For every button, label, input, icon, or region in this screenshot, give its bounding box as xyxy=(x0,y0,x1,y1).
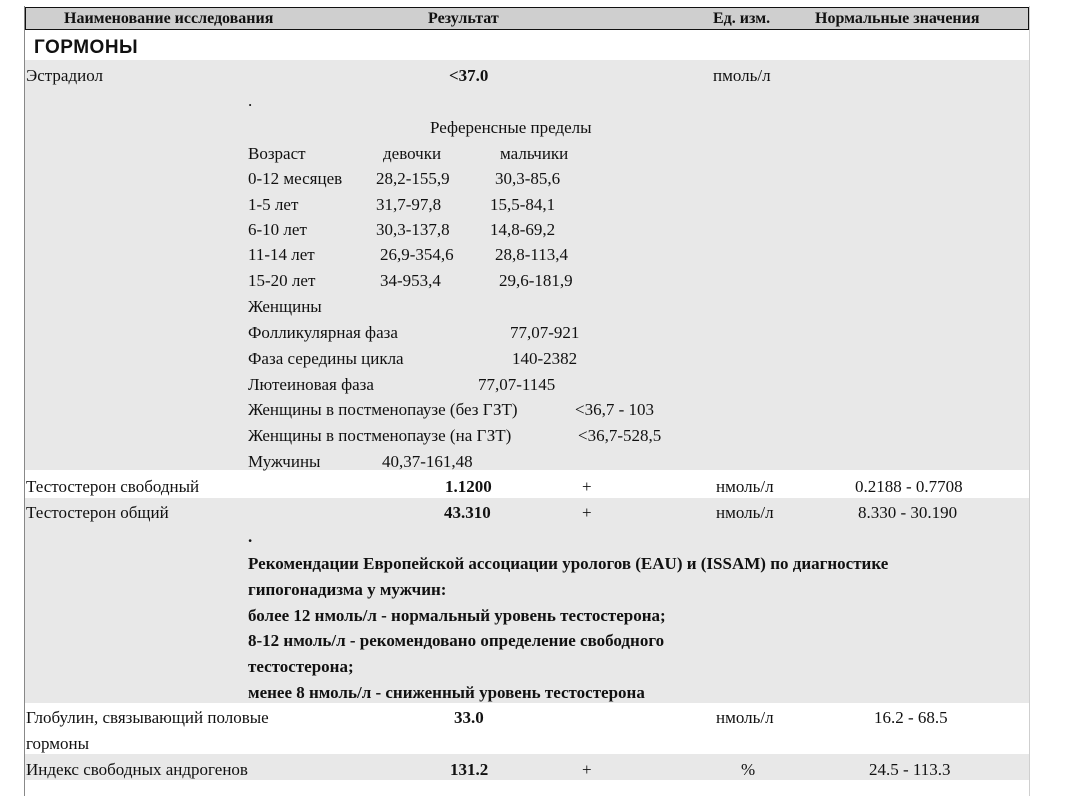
recommendation-line: менее 8 нмоль/л - сниженный уровень тестостерона xyxy=(248,683,645,702)
recommendation-line: более 12 нмоль/л - нормальный уровень тестостерона; xyxy=(248,606,666,625)
age-row-girls: 31,7-97,8 xyxy=(376,195,442,214)
header-result: Результат xyxy=(428,10,499,27)
testosterone-total-units: нмоль/л xyxy=(716,503,774,522)
phase-value: 140-2382 xyxy=(512,349,578,368)
reference-title: Референсные пределы xyxy=(430,118,592,137)
age-row-label: 1-5 лет xyxy=(248,195,299,214)
testosterone-total-reference: 8.330 - 30.190 xyxy=(858,503,958,522)
men-value: 40,37-161,48 xyxy=(382,452,473,471)
estradiol-units: пмоль/л xyxy=(713,66,771,85)
age-row-girls: 30,3-137,8 xyxy=(376,220,450,239)
phase-value: 77,07-1145 xyxy=(478,375,556,394)
age-row-boys: 30,3-85,6 xyxy=(495,169,561,188)
phase-label: Женщины в постменопаузе (без ГЗТ) xyxy=(248,400,518,419)
header-name: Наименование исследования xyxy=(64,10,274,27)
age-row-boys: 29,6-181,9 xyxy=(499,271,573,290)
shbg-units: нмоль/л xyxy=(716,708,774,727)
age-row-girls: 26,9-354,6 xyxy=(380,245,454,264)
recommendation-line: тестостерона; xyxy=(248,657,354,676)
testosterone-total-dot: . xyxy=(248,527,253,546)
row-band-testosterone-total xyxy=(25,498,1029,703)
recommendation-line: Рекомендации Европейской ассоциации урологов (EAU) и (ISSAM) по диагностике xyxy=(248,554,889,573)
fai-name: Индекс свободных андрогенов xyxy=(26,760,248,779)
men-label: Мужчины xyxy=(248,452,321,471)
age-row-label: 15-20 лет xyxy=(248,271,316,290)
phase-label: Фаза середины цикла xyxy=(248,349,404,368)
testosterone-total-name: Тестостерон общий xyxy=(26,503,169,522)
shbg-name-line1: Глобулин, связывающий половые xyxy=(26,708,269,727)
fai-result: 131.2 xyxy=(450,760,489,779)
phase-label: Женщины в постменопаузе (на ГЗТ) xyxy=(248,426,512,445)
fai-flag: + xyxy=(582,760,592,779)
col-boys: мальчики xyxy=(500,144,569,163)
age-row-boys: 28,8-113,4 xyxy=(495,245,569,264)
testosterone-free-flag: + xyxy=(582,477,592,496)
section-title: ГОРМОНЫ xyxy=(34,37,139,58)
testosterone-free-name: Тестостерон свободный xyxy=(26,477,200,496)
col-age: Возраст xyxy=(248,144,306,163)
shbg-reference: 16.2 - 68.5 xyxy=(874,708,948,727)
fai-units: % xyxy=(741,760,756,779)
phase-value: 77,07-921 xyxy=(510,323,580,342)
phase-label: Фолликулярная фаза xyxy=(248,323,398,342)
age-row-girls: 28,2-155,9 xyxy=(376,169,450,188)
estradiol-dot: . xyxy=(248,91,253,110)
testosterone-free-result: 1.1200 xyxy=(445,477,492,496)
testosterone-free-units: нмоль/л xyxy=(716,477,774,496)
fai-reference: 24.5 - 113.3 xyxy=(869,760,951,779)
header-units: Ед. изм. xyxy=(713,10,771,27)
estradiol-result: <37.0 xyxy=(449,66,489,85)
age-row-label: 11-14 лет xyxy=(248,245,315,264)
phase-value: <36,7 - 103 xyxy=(575,400,654,419)
age-row-girls: 34-953,4 xyxy=(380,271,441,290)
testosterone-free-reference: 0.2188 - 0.7708 xyxy=(855,477,963,496)
age-row-boys: 14,8-69,2 xyxy=(490,220,556,239)
recommendation-line: 8-12 нмоль/л - рекомендовано определение свободного xyxy=(248,631,665,650)
phase-label: Лютеиновая фаза xyxy=(248,375,374,394)
recommendation-line: гипогонадизма у мужчин: xyxy=(248,580,447,599)
phase-value: <36,7-528,5 xyxy=(578,426,662,445)
women-label: Женщины xyxy=(248,297,322,316)
testosterone-total-flag: + xyxy=(582,503,592,522)
age-row-label: 6-10 лет xyxy=(248,220,307,239)
age-row-label: 0-12 месяцев xyxy=(248,169,343,188)
shbg-name-line2: гормоны xyxy=(26,734,90,753)
col-girls: девочки xyxy=(383,144,442,163)
age-row-boys: 15,5-84,1 xyxy=(490,195,556,214)
testosterone-total-result: 43.310 xyxy=(444,503,491,522)
shbg-result: 33.0 xyxy=(454,708,484,727)
header-reference: Нормальные значения xyxy=(815,10,980,27)
estradiol-name: Эстрадиол xyxy=(26,66,103,85)
